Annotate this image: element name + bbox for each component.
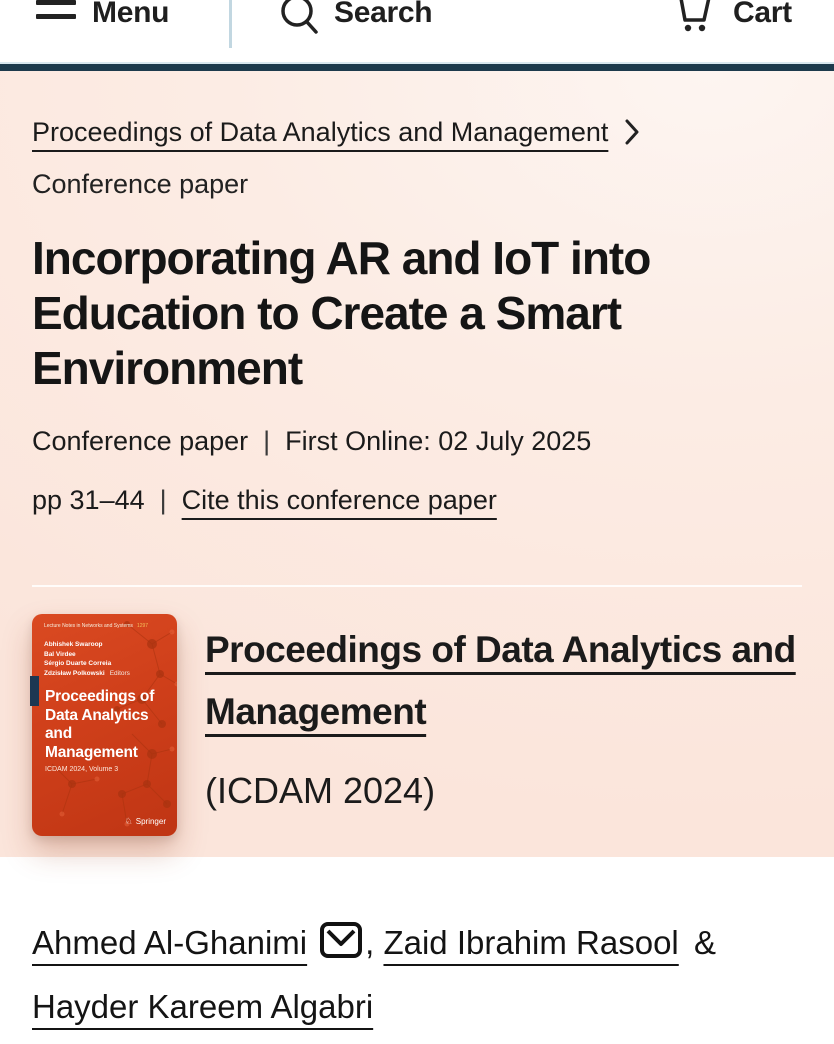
content-type-label: Conference paper	[32, 169, 249, 199]
menu-button[interactable]: Menu	[92, 0, 170, 29]
meta-content-type: Conference paper	[32, 426, 249, 456]
parent-book-row	[32, 614, 802, 836]
cart-button[interactable]: Cart	[733, 0, 792, 29]
cart-icon[interactable]	[671, 0, 717, 38]
book-cover-thumbnail[interactable]	[32, 614, 177, 836]
book-title-link[interactable]: Proceedings of Data Analytics and Management	[205, 629, 796, 732]
cover-volume-label: ICDAM 2024, Volume 3	[45, 766, 119, 773]
cover-series-number: 1297	[136, 623, 149, 629]
springer-horse-icon: ♘	[124, 816, 133, 826]
article-meta-line	[32, 424, 802, 458]
cover-editor-last	[44, 669, 130, 679]
springer-logo	[125, 816, 166, 827]
page-title: Incorporating AR and IoT into Education to Create a Smart Environment	[32, 232, 651, 394]
book-cover-art	[32, 614, 177, 836]
pages-cite-line	[32, 483, 802, 517]
search-button[interactable]: Search	[334, 0, 433, 29]
cover-editor: Zdzisław Polkowski	[44, 669, 105, 677]
cite-paper-link[interactable]: Cite this conference paper	[181, 485, 497, 515]
authors-section	[0, 857, 834, 1039]
author-ampersand: &	[693, 924, 716, 961]
section-divider	[32, 585, 802, 587]
page-range: pp 31–44	[32, 485, 145, 515]
author-separator: ,	[365, 924, 375, 961]
header-rule-dark	[0, 64, 834, 71]
cover-book-title: Proceedings of Data Analytics and Management	[45, 688, 155, 761]
header-divider	[229, 0, 232, 48]
breadcrumb	[32, 115, 802, 149]
breadcrumb-link-proceedings[interactable]: Proceedings of Data Analytics and Management	[32, 117, 609, 147]
top-navigation-bar	[0, 0, 834, 62]
cover-series-tab	[30, 676, 39, 706]
first-online-date: First Online: 02 July 2025	[285, 426, 592, 456]
cover-editors-block	[44, 640, 130, 678]
article-hero-section	[0, 71, 834, 857]
chevron-right-icon	[624, 118, 641, 146]
search-icon[interactable]	[276, 0, 322, 38]
cover-editors-label: Editors	[109, 669, 130, 677]
cover-editor: Bal Virdee	[44, 650, 76, 658]
cover-editor: Abhishek Swaroop	[44, 641, 103, 648]
meta-separator: |	[159, 485, 167, 515]
author-link-2[interactable]: Zaid Ibrahim Rasool	[383, 924, 679, 961]
cover-series-line	[44, 623, 169, 630]
author-link-1[interactable]: Ahmed Al-Ghanimi	[32, 924, 308, 961]
hamburger-menu-icon[interactable]	[36, 0, 76, 26]
springer-wordmark: Springer	[135, 817, 166, 826]
cover-editor: Sérgio Duarte Correia	[44, 660, 112, 667]
parent-book-info	[205, 614, 802, 813]
email-icon[interactable]	[319, 920, 363, 960]
meta-separator: |	[263, 426, 271, 456]
conference-acronym: (ICDAM 2024)	[205, 770, 436, 811]
author-link-3[interactable]: Hayder Kareem Algabri	[32, 988, 374, 1025]
cover-series-title: Lecture Notes in Networks and Systems	[44, 623, 133, 629]
